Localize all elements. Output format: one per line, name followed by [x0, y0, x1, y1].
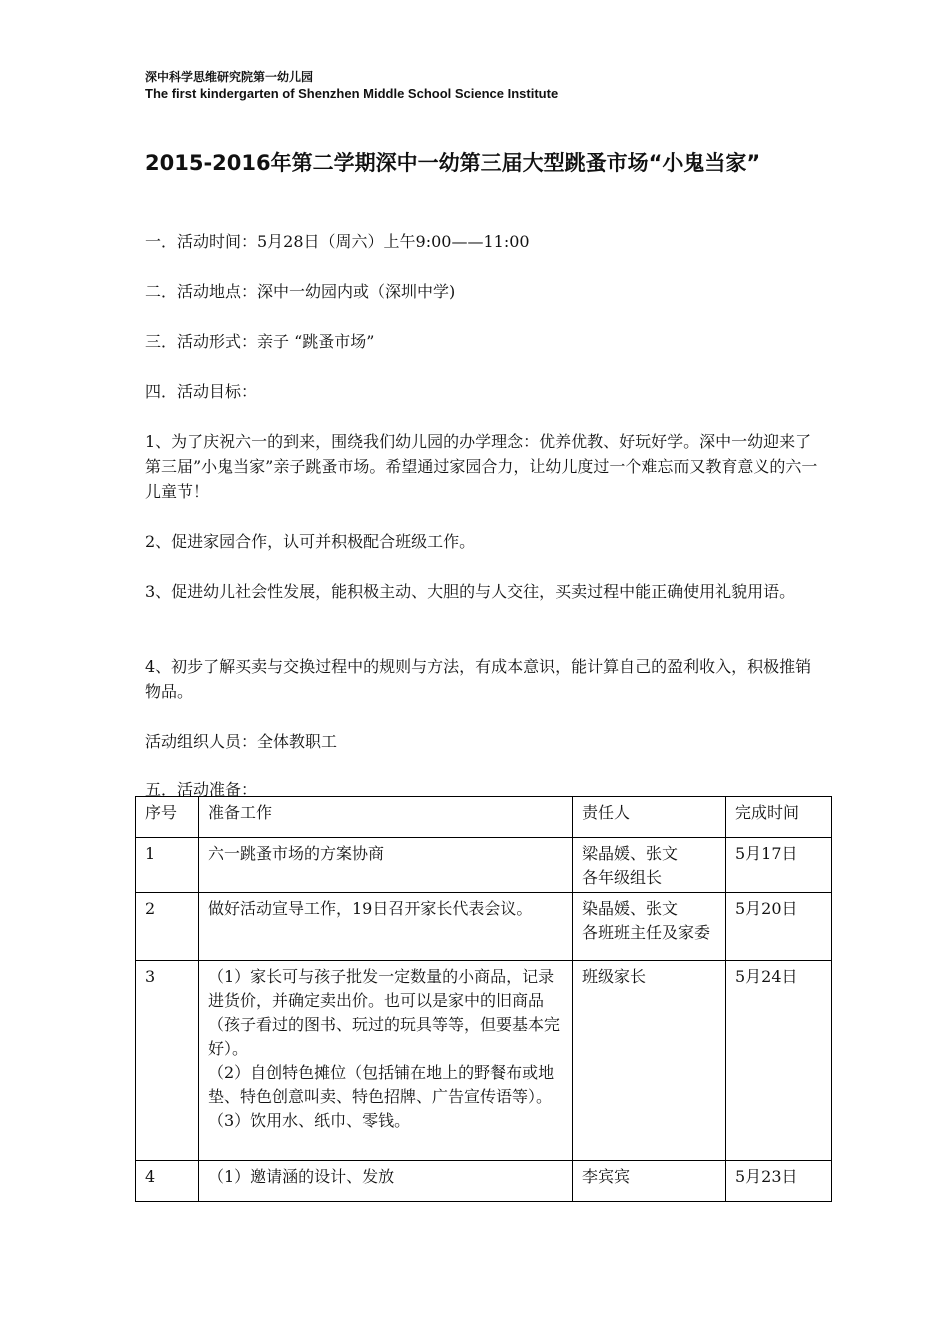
- section-place: 二．活动地点：深中一幼园内或（深圳中学): [145, 282, 456, 301]
- header-school-cn: 深中科学思维研究院第一幼儿园: [145, 70, 314, 84]
- goal-item: 2、促进家园合作，认可并积极配合班级工作。: [145, 532, 476, 551]
- work-line: 六一跳蚤市场的方案协商: [208, 844, 385, 863]
- header-cell-date: 完成时间: [726, 797, 832, 838]
- owner-line: 班级家长: [582, 967, 647, 986]
- preparation-table: [135, 796, 832, 1202]
- cell-work: [199, 961, 573, 1161]
- table-row: [136, 961, 832, 1161]
- table-header-row: [136, 797, 832, 838]
- owner-line: 各班班主任及家委: [582, 923, 711, 942]
- cell-date: 5月17日: [726, 838, 832, 893]
- section-time: 一．活动时间：5月28日（周六）上午9:00——11:00: [145, 232, 530, 251]
- work-line: （3）饮用水、纸巾、零钱。: [208, 1111, 411, 1130]
- owner-line: 李宾宾: [582, 1167, 631, 1186]
- cell-date: 5月23日: [726, 1161, 832, 1202]
- cell-owner: [573, 961, 726, 1161]
- work-line: （1）邀请涵的设计、发放: [208, 1167, 395, 1186]
- cell-owner: [573, 838, 726, 893]
- organizers: 活动组织人员：全体教职工: [145, 732, 338, 751]
- work-line: （2）自创特色摊位（包括铺在地上的野餐布或地垫、特色创意叫卖、特色招牌、广告宣传语等）。: [208, 1063, 555, 1106]
- header-school-en: The first kindergarten of Shenzhen Middle School Science Institute: [145, 86, 559, 101]
- owner-line: 各年级组长: [582, 868, 663, 887]
- table-row: [136, 893, 832, 961]
- cell-no: 4: [136, 1161, 199, 1202]
- table-row: [136, 1161, 832, 1202]
- header-cell-work: 准备工作: [199, 797, 573, 838]
- table-row: [136, 838, 832, 893]
- header-cell-owner: 责任人: [573, 797, 726, 838]
- cell-no: 1: [136, 838, 199, 893]
- cell-owner: [573, 1161, 726, 1202]
- cell-owner: [573, 893, 726, 961]
- goal-item: 4、初步了解买卖与交换过程中的规则与方法，有成本意识，能计算自己的盈利收入，积极推销物品。: [145, 657, 812, 701]
- cell-work: [199, 893, 573, 961]
- owner-line: 梁晶媛、张文: [582, 844, 679, 863]
- cell-work: [199, 1161, 573, 1202]
- cell-no: 2: [136, 893, 199, 961]
- section-form: 三．活动形式：亲子 “跳蚤市场”: [145, 332, 375, 351]
- goal-item: 1、为了庆祝六一的到来，围绕我们幼儿园的办学理念：优养优教、好玩好学。深中一幼迎来了第三届”小鬼当家”亲子跳蚤市场。希望通过家园合力，让幼儿度过一个难忘而又教育意义的六一儿童节！: [145, 432, 818, 501]
- section-goals-heading: 四．活动目标：: [145, 382, 258, 401]
- goal-item: 3、促进幼儿社会性发展，能积极主动、大胆的与人交往，买卖过程中能正确使用礼貌用语。: [145, 582, 796, 601]
- cell-date: 5月24日: [726, 961, 832, 1161]
- cell-work: [199, 838, 573, 893]
- work-line: 做好活动宣导工作，19日召开家长代表会议。: [208, 899, 533, 918]
- prep-heading: 五．活动准备：: [145, 780, 258, 799]
- cell-no: 3: [136, 961, 199, 1161]
- owner-line: 染晶媛、张文: [582, 899, 679, 918]
- work-line: （1）家长可与孩子批发一定数量的小商品，记录进货价，并确定卖出价。也可以是家中的旧商品（孩子看过的图书、玩过的玩具等等，但要基本完好）。: [208, 967, 561, 1058]
- cell-date: 5月20日: [726, 893, 832, 961]
- document-title: 2015-2016年第二学期深中一幼第三届大型跳蚤市场“小鬼当家”: [145, 151, 761, 175]
- header-cell-no: 序号: [136, 797, 199, 838]
